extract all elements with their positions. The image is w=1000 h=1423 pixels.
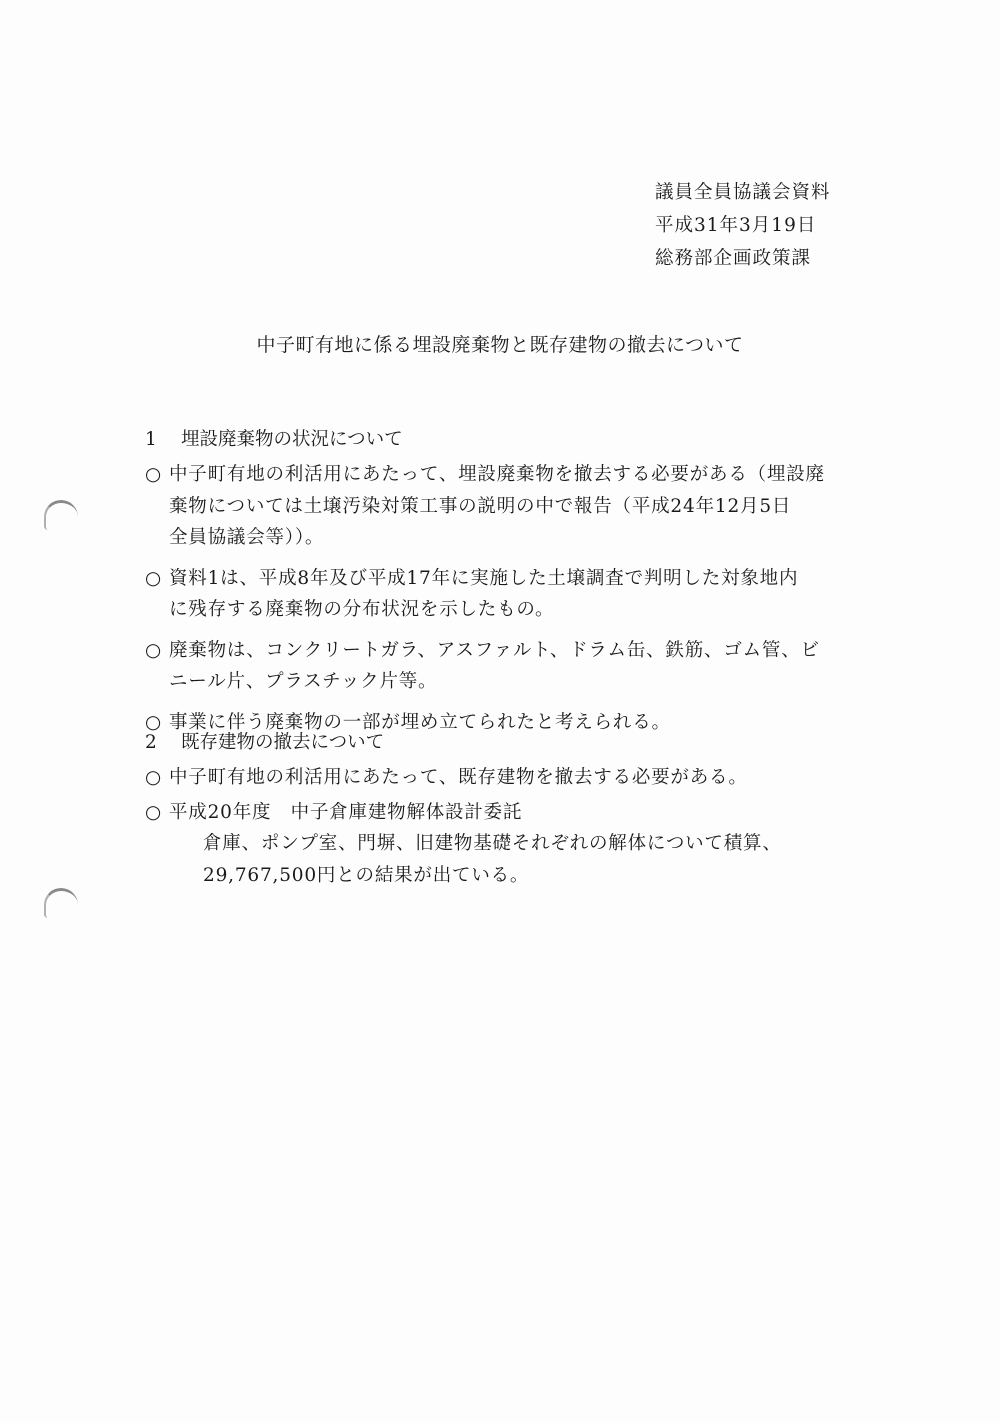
circle-bullet-icon: ○ [145, 567, 162, 589]
bullet-item [145, 563, 865, 626]
punch-hole-mark [44, 500, 78, 530]
punch-hole-mark [44, 888, 78, 918]
section-heading [145, 727, 865, 759]
circle-bullet-icon: ○ [145, 639, 162, 661]
bullet-item [145, 635, 865, 698]
section-number: 2 [145, 732, 157, 753]
bullet-text-line: ニール片、プラスチック片等。 [169, 671, 438, 692]
section-heading [145, 424, 865, 456]
circle-bullet-icon: ○ [145, 711, 162, 733]
bullet-item [145, 762, 865, 794]
bullet-text-line: 平成20年度 中子倉庫建物解体設計委託 [169, 801, 523, 823]
sub-text-line: 29,767,500円との結果が出ている。 [203, 864, 530, 886]
circle-bullet-icon: ○ [145, 767, 162, 788]
document-header [655, 176, 855, 275]
document-title: 中子町有地に係る埋設廃棄物と既存建物の撤去について [256, 334, 744, 356]
bullet-item [145, 797, 865, 829]
bullet-text-line: 廃棄物は、コンクリートガラ、アスファルト、ドラム缶、鉄筋、ゴム管、ビ [169, 639, 820, 661]
circle-bullet-icon: ○ [145, 464, 162, 485]
circle-bullet-icon: ○ [145, 801, 162, 823]
bullet-item [145, 459, 865, 554]
bullet-text-line: に残存する廃棄物の分布状況を示したもの。 [169, 599, 555, 620]
document-date: 平成31年3月19日 [655, 215, 817, 236]
bullet-text-line: 中子町有地の利活用にあたって、既存建物を撤去する必要がある。 [169, 767, 748, 788]
section-heading-text: 既存建物の撤去について [181, 732, 385, 753]
sub-paragraph [145, 828, 865, 891]
section-1 [145, 424, 865, 738]
meeting-material-label: 議員全員協議会資料 [655, 182, 831, 203]
bullet-text-line: 棄物については土壌汚染対策工事の説明の中で報告（平成24年12月5日 [169, 495, 792, 517]
section-number: 1 [145, 429, 157, 450]
sub-text-line: 倉庫、ポンプ室、門塀、旧建物基礎それぞれの解体について積算、 [203, 833, 782, 854]
bullet-text-line: 資料1は、平成8年及び平成17年に実施した土壌調査で判明した対象地内 [169, 567, 799, 589]
bullet-text-line: 事業に伴う廃棄物の一部が埋め立てられたと考えられる。 [169, 711, 671, 733]
section-2 [145, 727, 865, 891]
section-heading-text: 埋設廃棄物の状況について [181, 429, 403, 450]
bullet-text-line: 中子町有地の利活用にあたって、埋設廃棄物を撤去する必要がある（埋設廃 [169, 464, 825, 485]
issuing-department: 総務部企画政策課 [655, 248, 812, 269]
bullet-text-line: 全員協議会等））。 [169, 527, 325, 548]
